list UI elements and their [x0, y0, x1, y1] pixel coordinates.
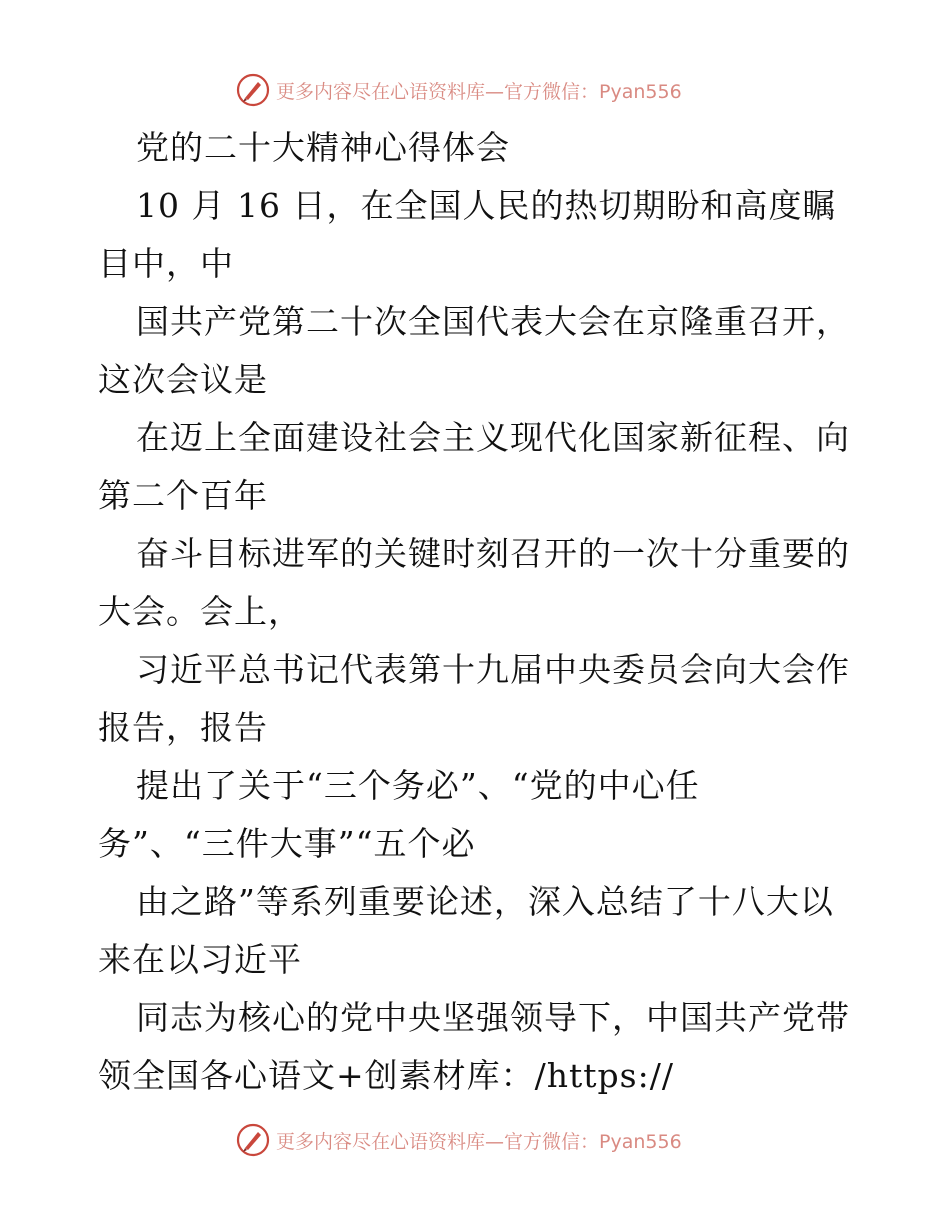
- footer-banner: [236, 1122, 682, 1158]
- quill-pen-logo-icon: [236, 73, 270, 107]
- paragraph-line: 由之路”等系列重要论述，深入总结了十八大以: [136, 882, 834, 921]
- paragraph-line: 目中，中: [98, 244, 234, 283]
- header-banner-text: 更多内容尽在心语资料库—官方微信：Pyan556: [276, 80, 682, 103]
- paragraph-line: 10 月 16 日，在全国人民的热切期盼和高度瞩: [136, 186, 837, 225]
- paragraph-line: 习近平总书记代表第十九届中央委员会向大会作: [136, 650, 850, 689]
- footer-banner-text: 更多内容尽在心语资料库—官方微信：Pyan556: [276, 1130, 682, 1153]
- paragraph-line: 报告，报告: [98, 708, 268, 747]
- paragraph-line: 奋斗目标进军的关键时刻召开的一次十分重要的: [136, 534, 850, 573]
- paragraph-line: 提出了关于“三个务必”、“党的中心任: [136, 766, 700, 805]
- paragraph-line: 在迈上全面建设社会主义现代化国家新征程、向: [136, 418, 850, 457]
- paragraph-line: 来在以习近平: [98, 940, 302, 979]
- header-banner: [236, 72, 682, 108]
- paragraph-line: 第二个百年: [98, 476, 268, 515]
- paragraph-line: 同志为核心的党中央坚强领导下，中国共产党带: [136, 998, 850, 1037]
- paragraph-line: 务”、“三件大事”“五个必: [98, 824, 476, 863]
- document-title: 党的二十大精神心得体会: [136, 128, 510, 167]
- paragraph-line: 国共产党第二十次全国代表大会在京隆重召开，: [136, 302, 850, 341]
- paragraph-line: 领全国各心语文+创素材库：/https://: [98, 1056, 674, 1095]
- paragraph-line: 大会。会上，: [98, 592, 302, 631]
- quill-pen-logo-icon: [236, 1123, 270, 1157]
- paragraph-line: 这次会议是: [98, 360, 268, 399]
